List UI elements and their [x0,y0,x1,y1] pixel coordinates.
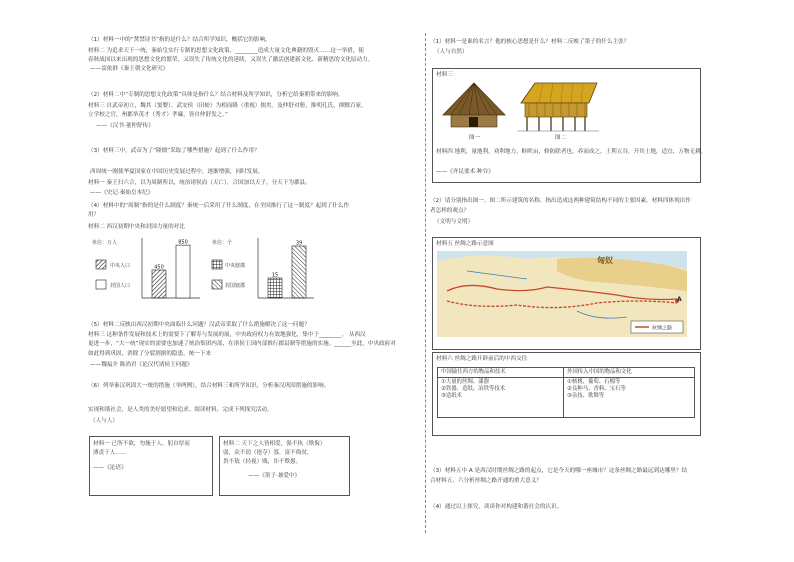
left-chart-title: 材料二 西汉初期中央和封国力量的对比 [88,224,185,230]
col1-item-2: ②铁器、造纸、冶铁等技术 [441,386,506,392]
right-q3-line1: （3）材料五中 A 是西汉时期丝绸之路的起点，它是今天的哪一座城市？这条丝绸之路最远到达哪里？结 [430,468,688,474]
commandery-bar-chart [210,234,320,306]
right-q2-line2: 者怎样的观点？ [430,208,470,214]
right-q4: （4）通过以上探究，谈谈你对构建和谐社会的认识。 [430,504,563,510]
chart2-legend-1: 封国辖郡 [225,283,246,289]
left-m1-line1: 材料二 为追求天下一统，秦始皇实行专制的思想文化政策，________造成大量文化典籍的毁灭……这一举措，使 [88,48,364,54]
bar-封国辖郡 [292,246,306,298]
silk-road-map-box [432,237,701,350]
left-m1-line2: 春秋战国以来出现的思想文化的繁荣，又误失了传统文化的延续，又误失了激活创建新文化、新精思的文化原动力。 [88,57,374,63]
material-box-mozi [219,436,350,496]
left-q5-source: ——魏福介 陈尚君《论汉代诸侯王问题》 [90,362,193,368]
legend-swatch-fief-commandery [212,280,222,289]
material3-box [432,68,707,183]
left-q1: （1）材料一中的“焚禁诗书”指的是什么？结合所学知识，概括它的影响。 [88,37,271,43]
chart1-unit: 单位：万人 [92,240,118,246]
box1-source: ——《论语》 [93,465,127,471]
material4-text: 材料四 地利，量地利，劝利地力，畦畎亩，修防除者也，养而成之，土利五谷，开其土地，适宜，万物无耕。 [436,149,707,155]
col1-item-1: ①大量的丝绸、漆器 [441,379,489,385]
col2-header: 外国传入中国的物品和文化 [564,368,695,378]
bar-中央辖郡 [268,278,282,298]
left-q5-line4: 如此得到巩固，消除了分裂割据的隐患，统一下来 [88,351,212,357]
right-q2-line1: （2）请分别指出图一、图二所示建筑的名称。指出造成这两种建筑结构不同的主要因素。材料四体现出作 [430,198,691,204]
bar-封国人口 [176,245,190,298]
population-bar-chart [90,234,210,306]
map-label-xiongnu: 匈奴 [597,256,613,265]
left-m1-source: ——雷依群《秦王朝文化研究》 [90,66,169,72]
left-m4-line1: 西周统一刚使华夏国家在中国历史发展过程中，逐渐增强，同时发展。 [90,169,264,175]
box1-line2: 薄责于人…… [93,450,127,456]
chart1-legend-1: 封国人口 [110,283,131,289]
col2-item-3: ③杂技、歌舞等 [567,393,605,399]
col2-item-2: ②良种马、香料、宝石等 [567,386,626,392]
stilt-house-illustration [513,79,603,135]
left-q5-line2: 材料三 这种条件发展和技术上的需要下了解寿与发展的展，中央政府权力有效地强化，集中于________。 从西汉 [88,332,366,338]
bar-value-label: 39 [295,240,303,247]
left-intro-tag: （人与人） [90,418,118,424]
table-row [438,378,695,418]
exchange-table [437,367,695,418]
left-q4b: 用？ [88,212,100,218]
legend-swatch-fief-pop [96,280,106,289]
material3-title: 材料三 [436,72,453,78]
col1-header: 中国输往西方的物品和技术 [438,368,564,378]
left-q4: （4）材料中的“周制”指的是什么制度？秦统一后采用了什么制度，在全国推行了这一制度？起到了什么作 [88,203,350,209]
right-q1: （1）材料一是谁的名言？他的核心思想是什么？材料二反映了墨子的什么主张？ [430,39,630,45]
col1-item-3: ③造纸术 [441,393,463,399]
box2-line1: 材料二 天下之人皆相爱，强不执（欺侮） [223,441,326,447]
box2-line3: 贵不敖（轻视）贱，诈不欺愚。 [223,459,302,465]
material4-source: ——《齐民要术·种谷》 [436,169,494,175]
chart2-unit: 单位：个 [212,240,233,246]
material6-box [432,352,701,436]
left-q3: （3）材料三中，武帝为了“隆儒”采取了哪些措施？起到了什么作用？ [88,148,260,154]
table-header-row [438,368,695,378]
bar-中央人口 [152,270,166,298]
fig2-caption: 图二 [555,135,567,141]
box2-line2: 弱，众不劫（抢夺）寡，富不侮贫， [223,450,313,456]
chart2-legend-0: 中央辖郡 [225,263,246,269]
svg-text:A: A [677,296,682,303]
left-intro: 实现和谐社会，是人类的美好愿望和追求。阅读材料，完成下列探究活动。 [88,407,273,413]
right-q2-tag: （文明与文明） [434,219,474,225]
chart1-legend-0: 中央人口 [110,263,131,269]
right-q1-tag: （人与自然） [434,49,468,55]
box1-line1: 材料一 已所不欲，勿施于人。躬自厚而 [93,441,190,447]
map-legend-label: 丝绸之路 [652,325,673,332]
bar-value-label: 15 [271,272,279,279]
left-q5-line3: 更进一步，“大一统”现实的需要也加速了统治集团内部，在诸侯王国内部推行郡县制等措施的实施。______至此，中央政府对 [88,341,396,347]
bar-value-label: 850 [178,239,188,246]
material6-title: 材料六 丝绸之路开辟前后的中西交往 [436,356,528,362]
left-m4-line2: 材料一 秦王扫六合，以为周制所以，统治诸侯而（天亡），合国加以天子，分天下为郡县。 [88,180,311,186]
map-title: 材料五 丝绸之路示意图 [436,241,494,247]
material-box-analects [89,436,213,496]
left-q6: （6）列举秦汉巩固大一统的措施（举两例），结合材料三和所学知识，分析秦汉巩固措施的影响。 [88,383,330,389]
left-m3-source: ——《汉书·董仲舒传》 [96,123,154,129]
left-m3-line1: 材料三 自武帝初立，魏其（窦婴）、武安侯（田蚡）为相而隆（重视）儒矣。及仲舒对册，推明孔氏，抑黜百家， [88,103,367,109]
left-q2: （2）材料二中“专制的思想文化政策”具体是指什么？结合材料及所学知识，分析它给秦朝带来的影响。 [88,92,344,98]
left-m4-source: ——《史记·秦始皇本纪》 [90,190,154,196]
hut-illustration [439,81,509,133]
legend-swatch-central-pop [96,260,106,269]
left-m3-line2: 立学校之官，州郡举茂才（秀才）孝廉，皆自仲舒发之。” [88,112,228,118]
left-q5-line1: （5）材料二反映出西汉初期中央面临什么问题？汉武帝采取了什么措施解决了这一问题？ [88,322,310,328]
fig1-caption: 图一 [469,135,481,141]
box2-source: ——《墨子·兼爱中》 [248,473,301,479]
silk-road-map [437,251,687,337]
right-q3-line2: 合材料五、六分析丝绸之路开通的重大意义？ [430,478,542,484]
col2-item-1: ①核桃、葡萄、石榴等 [567,379,621,385]
column-divider [425,33,426,533]
bar-value-label: 450 [154,264,164,271]
legend-swatch-central-commandery [212,260,222,269]
